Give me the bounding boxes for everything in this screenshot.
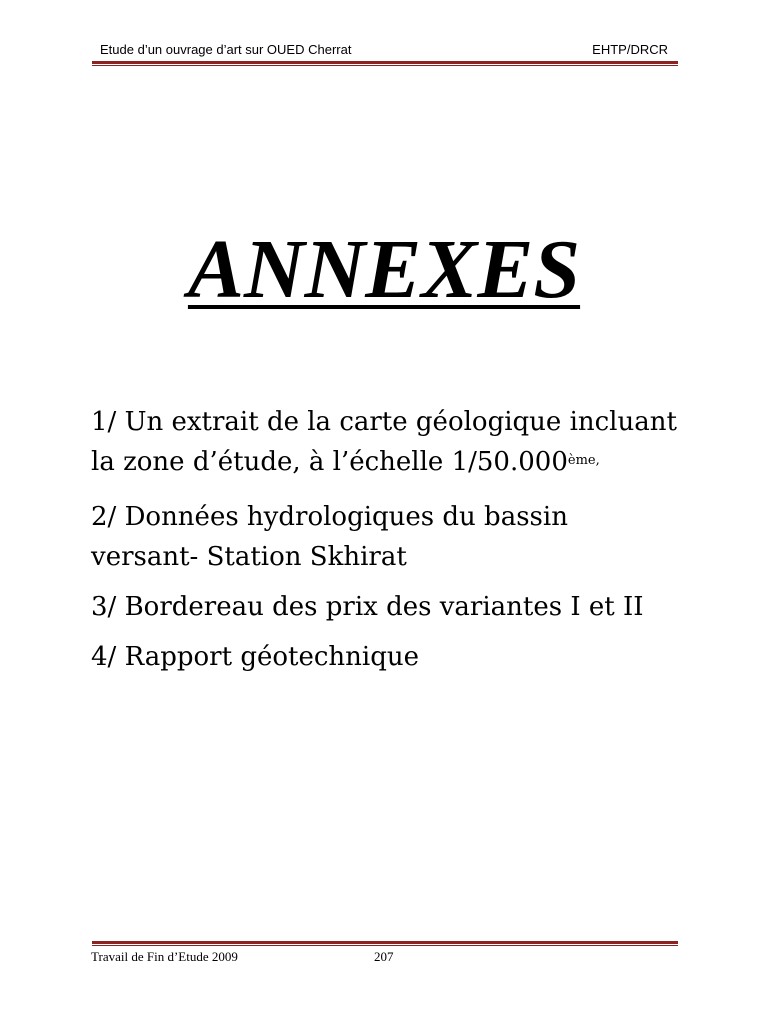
page-footer bbox=[91, 949, 511, 969]
annex-item-4 bbox=[91, 637, 691, 677]
annex-item-1 bbox=[91, 402, 691, 487]
annex-item-4-line-1: 4/ Rapport géotechnique bbox=[91, 642, 419, 672]
annex-item-2-line-1: 2/ Données hydrologiques du bassin bbox=[91, 502, 568, 532]
annex-item-2 bbox=[91, 497, 691, 577]
page-title-text: ANNEXES bbox=[187, 223, 581, 316]
page-title bbox=[0, 223, 768, 316]
annex-item-1-line-1: 1/ Un extrait de la carte géologique incluant bbox=[91, 407, 677, 437]
annex-item-3 bbox=[91, 587, 691, 627]
page-header bbox=[100, 42, 668, 60]
annex-item-1-line-2: la zone d’étude, à l’échelle $1/50.000^{ème,}$ bbox=[91, 447, 600, 477]
annex-item-1-superscript: ème, bbox=[567, 453, 600, 468]
annex-item-3-line-1: 3/ Bordereau des prix des variantes I et II bbox=[91, 592, 644, 622]
header-institution: EHTP/DRCR bbox=[592, 42, 668, 57]
footer-text: Travail de Fin d’Etude 2009 bbox=[91, 949, 238, 964]
annex-list bbox=[91, 402, 691, 687]
annex-item-2-line-2: versant- Station Skhirat bbox=[91, 542, 407, 572]
header-document-title: Etude d’un ouvrage d’art sur OUED Cherrat bbox=[100, 42, 352, 57]
header-divider bbox=[92, 61, 678, 66]
footer-divider bbox=[92, 941, 678, 946]
page-number: 207 bbox=[374, 949, 394, 964]
